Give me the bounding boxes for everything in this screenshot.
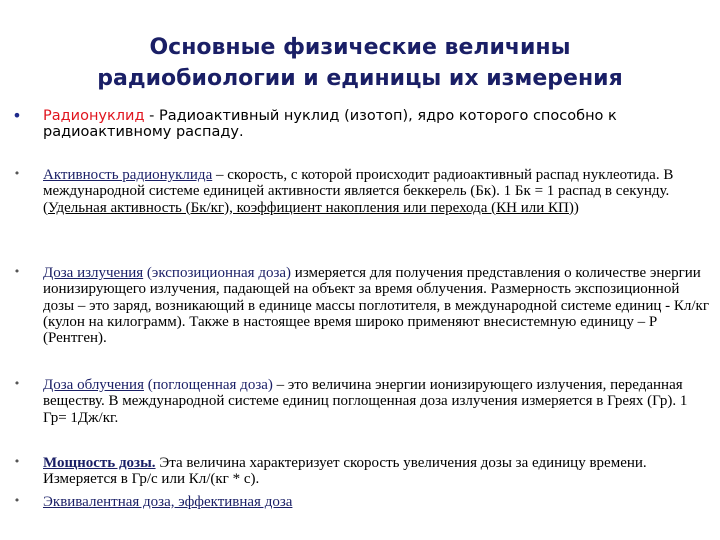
item-text (43, 455, 713, 488)
bullet-dot-icon: • (12, 106, 22, 125)
item-text (43, 494, 713, 510)
definition-dose-rate: Эта величина характеризует скорость увеличения дозы за единицу времени. Измеряется в Гр/с или Кл/(кг * с). (43, 455, 647, 488)
slide-title (20, 32, 700, 94)
title-line-1: Основные физические величины (149, 35, 571, 60)
definition-exposure-dose: измеряется для получения представления о количестве энергии ионизирующего излучения, падающей на объект за время облучения. Размерность экспозиционной дозы – это заряд, возникающий в единице массы поглотителя, в международной системе единиц - Кл/кг (кулон на килограмм). Также в настоящее время широко применяют внесистемную единицу – Р (Рентген). (43, 265, 709, 347)
term-equivalent-dose: Эквивалентная доза, эффективная доза (43, 494, 293, 510)
bullet-dot-small-icon: • (13, 455, 21, 468)
term-radionuclide: Радионуклид (43, 108, 145, 124)
term-exposure-dose-qualifier: (экспозиционная доза) (143, 265, 292, 281)
item-text (43, 167, 713, 216)
term-absorbed-dose-qualifier: (поглощенная доза) (143, 377, 273, 393)
item-text (43, 377, 713, 426)
term-exposure-dose: Доза излучения (43, 265, 144, 281)
title-line-2: радиобиологии и единицы их измерения (97, 66, 623, 91)
definition-activity: – скорость, с которой происходит радиоактивный распад нуклеотида. В международной системе единицей активности является беккерель (Бк). 1 Бк = 1 распад в секунду. ( (43, 167, 674, 216)
term-activity: Активность радионуклида (43, 167, 213, 183)
item-text (43, 108, 713, 140)
closing-paren: ) (573, 199, 579, 216)
bullet-dot-small-icon: • (13, 377, 21, 390)
item-text (43, 265, 713, 346)
bullet-dot-small-icon: • (13, 494, 21, 507)
term-dose-rate: Мощность дозы. (43, 455, 156, 471)
definition-absorbed-dose: – это величина энергии ионизирующего излучения, переданная веществу. В международной системе единиц поглощенная доза излучения измеряется в Греях (Гр). 1 Гр= 1Дж/кг. (43, 377, 688, 426)
term-absorbed-dose: Доза облучения (43, 377, 144, 393)
bullet-dot-small-icon: • (13, 265, 21, 278)
specific-activity-link: Удельная активность (Бк/кг), коэффициент накопления или перехода (КН или КП) (48, 199, 574, 216)
definition-radionuclide: - Радиоактивный нуклид (изотоп), ядро которого способно к радиоактивному распаду. (43, 108, 617, 140)
bullet-dot-small-icon: • (13, 167, 21, 180)
